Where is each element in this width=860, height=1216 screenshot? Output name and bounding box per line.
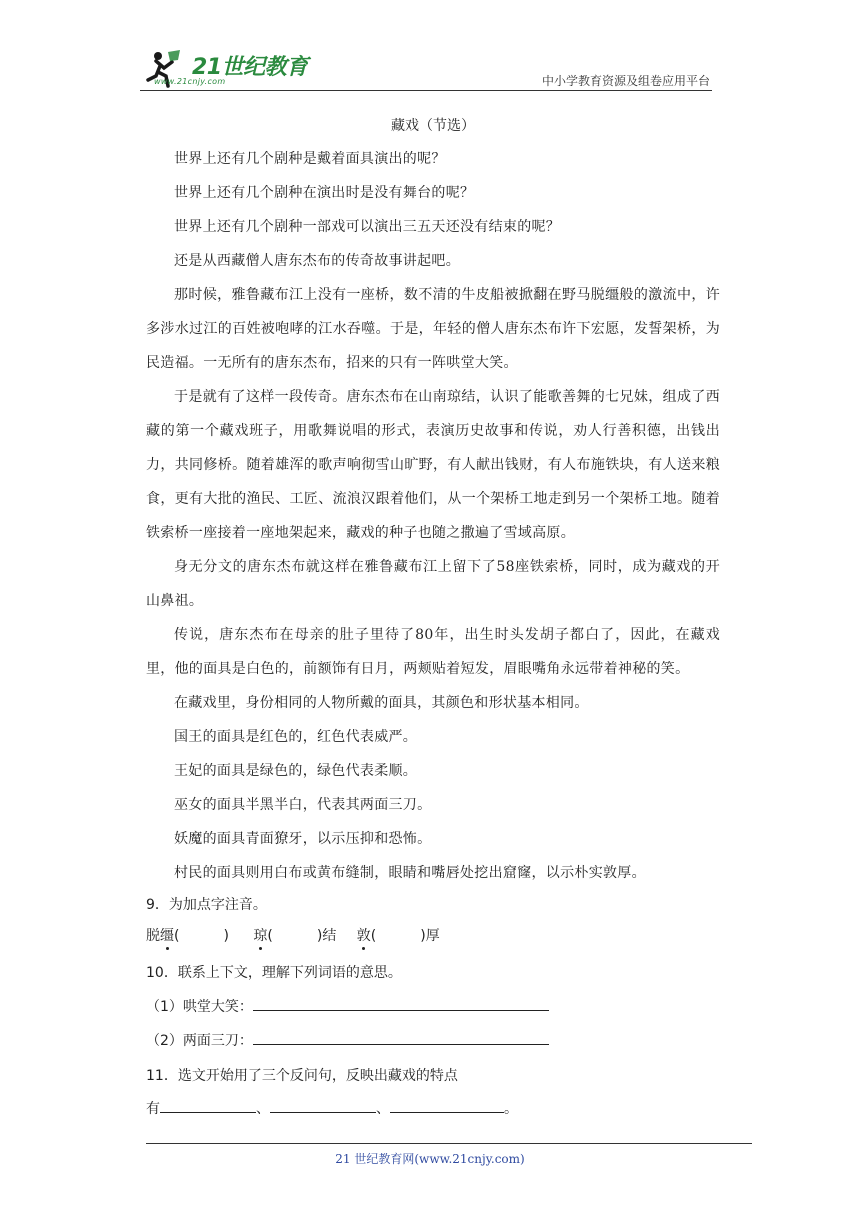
answer-blank[interactable] [253,1030,549,1045]
paragraph: 王妃的面具是绿色的，绿色代表柔顺。 [174,763,418,779]
logo-text: 21世纪教育 [192,55,308,80]
paragraph: 传说，唐东杰布在母亲的肚子里待了80年，出生时头发胡子都白了，因此，在藏戏里，他的面具是白色的，前额饰有日月，两颊贴着短发，眉眼嘴角永远带着神秘的笑。 [146,627,720,677]
question-9-prompt: 9．为加点字注音。 [146,897,267,913]
answer-blank[interactable] [160,1098,256,1113]
dotted-character: 琼 [253,928,268,944]
question-11-answers: 有 、 、 。 [146,1098,518,1119]
paragraph: 国王的面具是红色的，红色代表威严。 [174,729,418,745]
logo-url: www.21cnjy.com [154,77,226,86]
article [146,110,720,890]
paragraph: 在藏戏里，身份相同的人物所戴的面具，其颜色和形状基本相同。 [174,695,589,711]
platform-name: 中小学教育资源及组卷应用平台 [541,74,710,88]
paragraph: 那时候，雅鲁藏布江上没有一座桥，数不清的牛皮船被掀翻在野马脱缰般的激流中，许多涉水过江的百姓被咆哮的江水吞噬。于是，年轻的僧人唐东杰布许下宏愿，发誓架桥，为民造福。一无所有的唐东杰布，招来的只有一阵哄堂大笑。 [146,287,720,371]
paragraph: 妖魔的面具青面獠牙，以示压抑和恐怖。 [174,831,432,847]
paragraph: 巫女的面具半黑半白，代表其两面三刀。 [174,797,432,813]
paragraph: 村民的面具则用白布或黄布缝制，眼睛和嘴唇处挖出窟窿，以示朴实敦厚。 [174,865,646,881]
question-10-item-1: （1）哄堂大笑： [146,996,549,1017]
footer-link[interactable]: 21 世纪教育网(www.21cnjy.com) [335,1152,525,1166]
site-logo[interactable] [140,44,330,90]
answer-blank[interactable] [253,996,549,1011]
paragraph: 世界上还有几个剧种是戴着面具演出的呢？ [174,151,446,167]
dotted-character: 缰 [160,928,174,944]
dotted-character: 敦 [356,928,371,944]
q9-word-1: 脱缰 [146,928,174,944]
question-10-item-2: （2）两面三刀： [146,1030,549,1051]
paragraph: 身无分文的唐东杰布就这样在雅鲁藏布江上留下了58座铁索桥，同时，成为藏戏的开山鼻祖。 [146,559,720,609]
paragraph: 世界上还有几个剧种一部戏可以演出三五天还没有结束的呢？ [174,219,561,235]
question-10-prompt: 10．联系上下文，理解下列词语的意思。 [146,965,402,981]
question-9-items: 脱缰( ) 琼( )结 敦( )厚 [146,928,440,944]
answer-blank[interactable] [390,1098,504,1113]
paragraph: 于是就有了这样一段传奇。唐东杰布在山南琼结，认识了能歌善舞的七兄妹，组成了西藏的第一个藏戏班子，用歌舞说唱的形式，表演历史故事和传说，劝人行善积德，出钱出力，共同修桥。随着雄浑的歌声响彻雪山旷野，有人献出钱财，有人布施铁块，有人送来粮食，更有大批的渔民、工匠、流浪汉跟着他们，从一个架桥工地走到另一个架桥工地。随着铁索桥一座接着一座地架起来，藏戏的种子也随之撒遍了雪域高原。 [146,389,720,541]
page-header [140,44,710,90]
header-divider [140,90,712,91]
paragraph: 还是从西藏僧人唐东杰布的传奇故事讲起吧。 [174,253,460,269]
paragraph: 世界上还有几个剧种在演出时是没有舞台的呢？ [174,185,475,201]
article-title: 藏戏（节选） [391,118,475,134]
question-11-prompt: 11．选文开始用了三个反问句，反映出藏戏的特点 [146,1068,458,1084]
answer-blank[interactable] [270,1098,376,1113]
footer-divider [146,1143,752,1144]
